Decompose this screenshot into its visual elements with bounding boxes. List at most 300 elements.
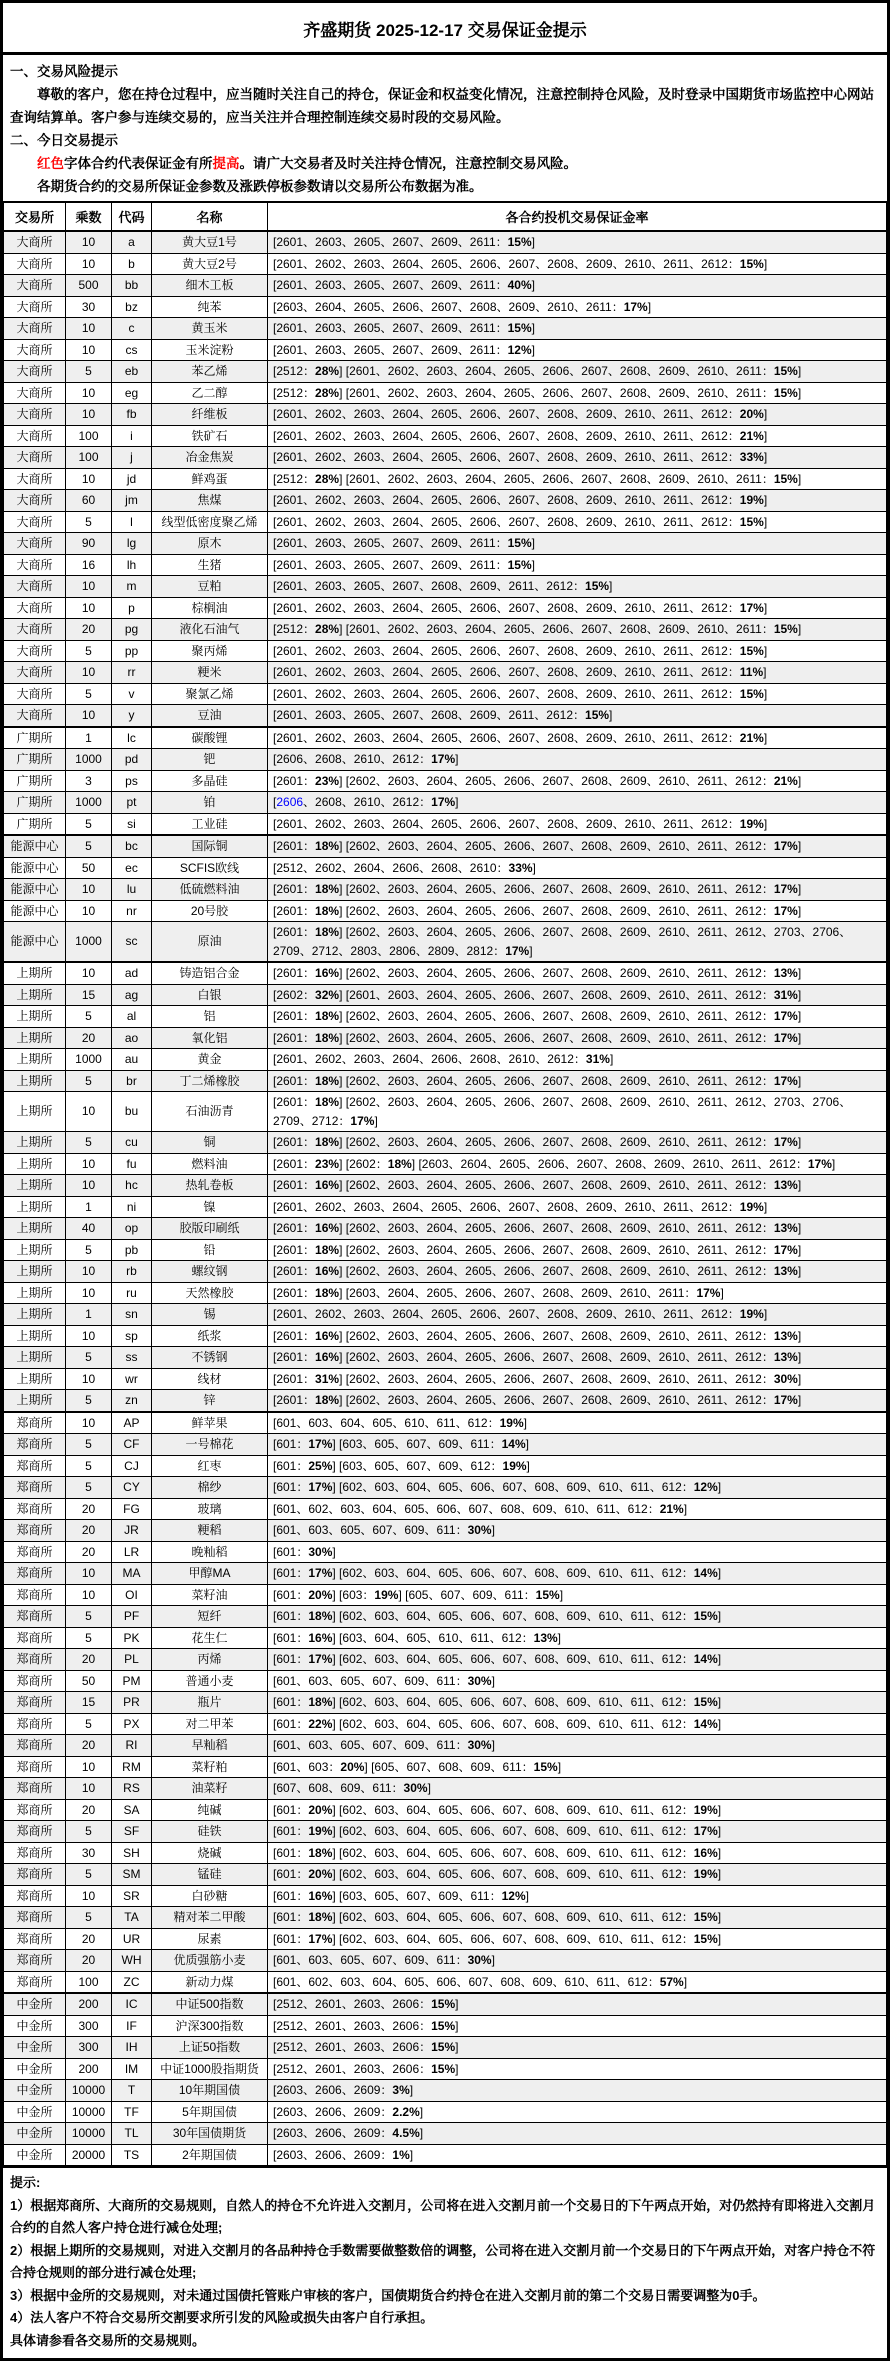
code-cell: ec <box>112 857 152 879</box>
name-cell: 铜 <box>152 1132 268 1154</box>
rate-cell: [601、602、603、604、605、606、607、608、609、610、611、612：21%] <box>268 1498 887 1520</box>
code-cell: y <box>112 705 152 727</box>
name-cell: 豆粕 <box>152 576 268 598</box>
exchange-cell: 上期所 <box>4 1092 66 1132</box>
highlight-red-text: 红色 <box>37 156 64 171</box>
name-cell: 纤维板 <box>152 404 268 426</box>
code-cell: cu <box>112 1132 152 1154</box>
name-cell: 细木工板 <box>152 275 268 297</box>
name-cell: 纯苯 <box>152 296 268 318</box>
multiplier-cell: 50 <box>66 1670 112 1692</box>
multiplier-cell: 10 <box>66 318 112 340</box>
code-cell: CJ <box>112 1455 152 1477</box>
multiplier-cell: 10 <box>66 1175 112 1197</box>
exchange-cell: 大商所 <box>4 619 66 641</box>
exchange-cell: 郑商所 <box>4 1713 66 1735</box>
table-row <box>4 2080 887 2102</box>
rate-cell: [2606、2608、2610、2612：17%] <box>268 792 887 814</box>
code-cell: TL <box>112 2123 152 2145</box>
rate-cell: [601：20%] [602、603、604、605、606、607、608、609、610、611、612：19%] <box>268 1864 887 1886</box>
code-cell: bb <box>112 275 152 297</box>
code-cell: CY <box>112 1477 152 1499</box>
multiplier-cell: 90 <box>66 533 112 555</box>
exchange-cell: 郑商所 <box>4 1692 66 1714</box>
exchange-cell: 郑商所 <box>4 1541 66 1563</box>
table-row <box>4 554 887 576</box>
multiplier-cell: 5 <box>66 361 112 383</box>
table-row <box>4 339 887 361</box>
exchange-cell: 大商所 <box>4 490 66 512</box>
table-row <box>4 2123 887 2145</box>
code-cell: v <box>112 683 152 705</box>
rate-cell: [2603、2606、2609：3%] <box>268 2080 887 2102</box>
table-row <box>4 1477 887 1499</box>
multiplier-cell: 10 <box>66 382 112 404</box>
code-cell: pt <box>112 792 152 814</box>
multiplier-cell: 5 <box>66 1390 112 1412</box>
code-cell: RS <box>112 1778 152 1800</box>
rate-cell: [601：30%] <box>268 1541 887 1563</box>
exchange-cell: 能源中心 <box>4 835 66 857</box>
exchange-cell: 大商所 <box>4 253 66 275</box>
name-cell: 铂 <box>152 792 268 814</box>
code-cell: IH <box>112 2037 152 2059</box>
code-cell: ni <box>112 1196 152 1218</box>
name-cell: 对二甲苯 <box>152 1713 268 1735</box>
multiplier-cell: 5 <box>66 1713 112 1735</box>
code-cell: pb <box>112 1239 152 1261</box>
rate-cell: [2603、2604、2605、2606、2607、2608、2609、2610、2611：17%] <box>268 296 887 318</box>
name-cell: 线型低密度聚乙烯 <box>152 511 268 533</box>
multiplier-cell: 10 <box>66 662 112 684</box>
name-cell: 2年期国债 <box>152 2144 268 2166</box>
column-header-multiplier: 乘数 <box>66 202 112 231</box>
code-cell: fb <box>112 404 152 426</box>
rate-cell: [601：17%] [602、603、604、605、606、607、608、609、610、611、612：14%] <box>268 1649 887 1671</box>
exchange-cell: 大商所 <box>4 640 66 662</box>
name-cell: 国际铜 <box>152 835 268 857</box>
table-row <box>4 984 887 1006</box>
name-cell: 花生仁 <box>152 1627 268 1649</box>
code-cell: au <box>112 1049 152 1071</box>
code-cell: PM <box>112 1670 152 1692</box>
column-header-name: 名称 <box>152 202 268 231</box>
exchange-cell: 大商所 <box>4 339 66 361</box>
name-cell: 燃料油 <box>152 1153 268 1175</box>
code-cell: ad <box>112 962 152 984</box>
exchange-cell: 广期所 <box>4 792 66 814</box>
table-row <box>4 857 887 879</box>
exchange-cell: 郑商所 <box>4 1821 66 1843</box>
table-row <box>4 1132 887 1154</box>
table-row <box>4 404 887 426</box>
exchange-cell: 郑商所 <box>4 1584 66 1606</box>
code-cell: eb <box>112 361 152 383</box>
name-cell: 鲜苹果 <box>152 1412 268 1434</box>
table-row <box>4 962 887 984</box>
table-row <box>4 1778 887 1800</box>
rate-cell: [2601：18%] [2602、2603、2604、2605、2606、2607、2608、2609、2610、2611、2612：17%] <box>268 835 887 857</box>
exchange-cell: 上期所 <box>4 984 66 1006</box>
rate-cell: [601、603、604、605、610、611、612：19%] <box>268 1412 887 1434</box>
name-cell: 尿素 <box>152 1928 268 1950</box>
exchange-cell: 郑商所 <box>4 1563 66 1585</box>
name-cell: 不锈钢 <box>152 1347 268 1369</box>
exchange-cell: 大商所 <box>4 318 66 340</box>
notes-section <box>3 2166 887 2358</box>
code-cell: SA <box>112 1799 152 1821</box>
name-cell: 晚籼稻 <box>152 1541 268 1563</box>
rate-cell: [2512、2601、2603、2606：15%] <box>268 2037 887 2059</box>
table-row <box>4 835 887 857</box>
code-cell: pg <box>112 619 152 641</box>
rate-cell: [2601、2602、2603、2604、2605、2606、2607、2608、2609、2610、2611、2612：33%] <box>268 447 887 469</box>
table-row <box>4 1304 887 1326</box>
code-cell: fu <box>112 1153 152 1175</box>
rate-cell: [2601、2602、2603、2604、2605、2606、2607、2608、2609、2610、2611、2612：15%] <box>268 253 887 275</box>
exchange-cell: 郑商所 <box>4 1842 66 1864</box>
code-cell: PF <box>112 1606 152 1628</box>
column-header-exchange: 交易所 <box>4 202 66 231</box>
multiplier-cell: 10 <box>66 339 112 361</box>
exchange-cell: 上期所 <box>4 1132 66 1154</box>
code-cell: WH <box>112 1950 152 1972</box>
name-cell: 油菜籽 <box>152 1778 268 1800</box>
multiplier-cell: 5 <box>66 683 112 705</box>
note-item: 2）根据上期所的交易规则，对进入交割月的各品种持仓手数需要做整数倍的调整，公司将在进入交割月前一个交易日的下午两点开始，对客户持仓不符合持仓规则的部分进行减仓处理; <box>10 2242 876 2280</box>
rate-cell: [601：17%] [602、603、604、605、606、607、608、609、610、611、612：14%] <box>268 1563 887 1585</box>
code-cell: AP <box>112 1412 152 1434</box>
multiplier-cell: 10 <box>66 1282 112 1304</box>
rate-cell: [601、603、605、607、609、611：30%] <box>268 1520 887 1542</box>
table-row <box>4 1368 887 1390</box>
table-row <box>4 597 887 619</box>
multiplier-cell: 10 <box>66 1153 112 1175</box>
code-cell: a <box>112 231 152 253</box>
table-row <box>4 533 887 555</box>
multiplier-cell: 200 <box>66 1993 112 2015</box>
code-cell: lc <box>112 727 152 749</box>
table-row <box>4 1907 887 1929</box>
rate-cell: [2512、2602、2604、2606、2608、2610：33%] <box>268 857 887 879</box>
rate-cell: [2601、2602、2603、2604、2605、2606、2607、2608、2609、2610、2611、2612：15%] <box>268 511 887 533</box>
multiplier-cell: 5 <box>66 1239 112 1261</box>
margin-table-body <box>4 231 887 2166</box>
table-row <box>4 1218 887 1240</box>
exchange-cell: 大商所 <box>4 361 66 383</box>
exchange-cell: 大商所 <box>4 576 66 598</box>
code-cell: nr <box>112 900 152 922</box>
exchange-cell: 郑商所 <box>4 1735 66 1757</box>
table-row <box>4 1971 887 1993</box>
margin-table <box>3 201 887 2166</box>
multiplier-cell: 10 <box>66 1325 112 1347</box>
code-cell: IM <box>112 2058 152 2080</box>
rate-cell: [2601：16%] [2602、2603、2604、2605、2606、2607、2608、2609、2610、2611、2612：13%] <box>268 1175 887 1197</box>
multiplier-cell: 20 <box>66 1735 112 1757</box>
rate-cell: [601：25%] [603、605、607、609、612：19%] <box>268 1455 887 1477</box>
exchange-cell: 郑商所 <box>4 1627 66 1649</box>
code-cell: MA <box>112 1563 152 1585</box>
rate-cell: [601：20%] [603：19%] [605、607、609、611：15%] <box>268 1584 887 1606</box>
code-cell: FG <box>112 1498 152 1520</box>
multiplier-cell: 1 <box>66 1304 112 1326</box>
name-cell: 聚氯乙烯 <box>152 683 268 705</box>
rate-cell: [2601：18%] [2602、2603、2604、2605、2606、2607、2608、2609、2610、2611、2612、2703、2706、2709、2712、2803、2806、2809、2812：17%] <box>268 922 887 963</box>
name-cell: 低硫燃料油 <box>152 879 268 901</box>
multiplier-cell: 30 <box>66 1842 112 1864</box>
multiplier-cell: 1000 <box>66 1049 112 1071</box>
table-row <box>4 2144 887 2166</box>
note-item: 4）法人客户不符合交易所交割要求所引发的风险或损失由客户自行承担。 <box>10 2310 434 2325</box>
exchange-cell: 大商所 <box>4 447 66 469</box>
name-cell: 10年期国债 <box>152 2080 268 2102</box>
code-cell: rr <box>112 662 152 684</box>
rate-cell: [601：18%] [602、603、604、605、606、607、608、609、610、611、612：15%] <box>268 1606 887 1628</box>
multiplier-cell: 5 <box>66 1070 112 1092</box>
rate-cell: [2601：23%] [2602：18%] [2603、2604、2605、2606、2607、2608、2609、2610、2611、2612：17%] <box>268 1153 887 1175</box>
table-row <box>4 318 887 340</box>
name-cell: 甲醇MA <box>152 1563 268 1585</box>
exchange-cell: 中金所 <box>4 2101 66 2123</box>
multiplier-cell: 5 <box>66 1907 112 1929</box>
name-cell: 沪深300指数 <box>152 2015 268 2037</box>
name-cell: 胶版印刷纸 <box>152 1218 268 1240</box>
name-cell: 纯碱 <box>152 1799 268 1821</box>
table-row <box>4 231 887 253</box>
rate-cell: [2601：16%] [2602、2603、2604、2605、2606、2607、2608、2609、2610、2611、2612：13%] <box>268 1218 887 1240</box>
multiplier-cell: 10 <box>66 404 112 426</box>
exchange-cell: 郑商所 <box>4 1670 66 1692</box>
multiplier-cell: 5 <box>66 1434 112 1456</box>
rate-cell: [601：18%] [602、603、604、605、606、607、608、609、610、611、612：16%] <box>268 1842 887 1864</box>
name-cell: 锰硅 <box>152 1864 268 1886</box>
name-cell: 瓶片 <box>152 1692 268 1714</box>
multiplier-cell: 5 <box>66 835 112 857</box>
name-cell: 锌 <box>152 1390 268 1412</box>
code-cell: wr <box>112 1368 152 1390</box>
rate-cell: [2601：18%] [2602、2603、2604、2605、2606、2607、2608、2609、2610、2611、2612：17%] <box>268 1390 887 1412</box>
exchange-cell: 上期所 <box>4 1006 66 1028</box>
name-cell: 烧碱 <box>152 1842 268 1864</box>
exchange-cell: 上期所 <box>4 1304 66 1326</box>
rate-cell: [601：16%] [603、605、607、609、611：12%] <box>268 1885 887 1907</box>
multiplier-cell: 10 <box>66 1261 112 1283</box>
rate-cell: [2601：31%] [2602、2603、2604、2605、2606、2607、2608、2609、2610、2611、2612：30%] <box>268 1368 887 1390</box>
exchange-cell: 上期所 <box>4 1368 66 1390</box>
code-cell: zn <box>112 1390 152 1412</box>
code-cell: bc <box>112 835 152 857</box>
table-row <box>4 1196 887 1218</box>
rate-cell: [601：17%] [602、603、604、605、606、607、608、609、610、611、612：12%] <box>268 1477 887 1499</box>
exchange-cell: 能源中心 <box>4 922 66 963</box>
code-cell: PR <box>112 1692 152 1714</box>
table-row <box>4 1239 887 1261</box>
code-cell: lu <box>112 879 152 901</box>
table-row <box>4 1412 887 1434</box>
code-cell: lh <box>112 554 152 576</box>
multiplier-cell: 300 <box>66 2037 112 2059</box>
name-cell: 硅铁 <box>152 1821 268 1843</box>
code-cell: sp <box>112 1325 152 1347</box>
exchange-cell: 郑商所 <box>4 1606 66 1628</box>
table-row <box>4 1821 887 1843</box>
rate-cell: [2601：16%] [2602、2603、2604、2605、2606、2607、2608、2609、2610、2611、2612：13%] <box>268 1347 887 1369</box>
table-row <box>4 1541 887 1563</box>
code-cell: TF <box>112 2101 152 2123</box>
code-cell: pd <box>112 749 152 771</box>
rate-cell: [2601：23%] [2602、2603、2604、2605、2606、2607、2608、2609、2610、2611、2612：21%] <box>268 770 887 792</box>
multiplier-cell: 10 <box>66 1584 112 1606</box>
multiplier-cell: 1000 <box>66 749 112 771</box>
rate-cell: [2601、2603、2605、2607、2609、2611：15%] <box>268 533 887 555</box>
table-row <box>4 447 887 469</box>
multiplier-cell: 5 <box>66 1455 112 1477</box>
multiplier-cell: 10 <box>66 597 112 619</box>
rate-cell: [2601、2602、2603、2604、2605、2606、2607、2608、2609、2610、2611、2612：15%] <box>268 683 887 705</box>
name-cell: 铅 <box>152 1239 268 1261</box>
column-header-rate: 各合约投机交易保证金率 <box>268 202 887 231</box>
table-row <box>4 1928 887 1950</box>
code-cell: pp <box>112 640 152 662</box>
rate-cell: [601：19%] [602、603、604、605、606、607、608、609、610、611、612：17%] <box>268 1821 887 1843</box>
multiplier-cell: 1 <box>66 727 112 749</box>
exchange-cell: 广期所 <box>4 770 66 792</box>
multiplier-cell: 10 <box>66 1563 112 1585</box>
multiplier-cell: 5 <box>66 1347 112 1369</box>
multiplier-cell: 10 <box>66 962 112 984</box>
multiplier-cell: 3 <box>66 770 112 792</box>
rate-cell: [2512、2601、2603、2606：15%] <box>268 1993 887 2015</box>
multiplier-cell: 5 <box>66 813 112 835</box>
table-row <box>4 1049 887 1071</box>
name-cell: 粳稻 <box>152 1520 268 1542</box>
name-cell: 黄大豆2号 <box>152 253 268 275</box>
code-cell: j <box>112 447 152 469</box>
table-row <box>4 683 887 705</box>
table-row <box>4 662 887 684</box>
rate-cell: [2601：16%] [2602、2603、2604、2605、2606、2607、2608、2609、2610、2611、2612：13%] <box>268 1325 887 1347</box>
name-cell: 镍 <box>152 1196 268 1218</box>
table-row <box>4 749 887 771</box>
rate-cell: [601、603、605、607、609、611：30%] <box>268 1735 887 1757</box>
blue-contract-month: 2606 <box>276 795 304 809</box>
rate-cell: [2512：28%] [2601、2602、2603、2604、2605、2606、2607、2608、2609、2610、2611：15%] <box>268 619 887 641</box>
name-cell: 工业硅 <box>152 813 268 835</box>
table-row <box>4 1070 887 1092</box>
risk-paragraph: 尊敬的客户，您在持仓过程中，应当随时关注自己的持仓，保证金和权益变化情况，注意控制持仓风险，及时登录中国期货市场监控中心网站查询结算单。客户参与连续交易的，应当关注并合理控制连续交易时段的交易风险。 <box>10 87 874 125</box>
multiplier-cell: 10 <box>66 900 112 922</box>
name-cell: 乙二醇 <box>152 382 268 404</box>
name-cell: 铸造铝合金 <box>152 962 268 984</box>
name-cell: 原木 <box>152 533 268 555</box>
table-row <box>4 705 887 727</box>
table-row <box>4 1756 887 1778</box>
exchange-cell: 能源中心 <box>4 879 66 901</box>
note-item: 1）根据郑商所、大商所的交易规则，自然人的持仓不允许进入交割月，公司将在进入交割月前一个交易日的下午两点开始，对仍然持有即将进入交割月合约的自然人客户持仓进行减仓处理; <box>10 2197 876 2235</box>
rate-cell: [2601、2603、2605、2607、2608、2609、2611、2612：15%] <box>268 576 887 598</box>
code-cell: RI <box>112 1735 152 1757</box>
multiplier-cell: 40 <box>66 1218 112 1240</box>
exchange-cell: 中金所 <box>4 1993 66 2015</box>
name-cell: 聚丙烯 <box>152 640 268 662</box>
table-row <box>4 1735 887 1757</box>
code-cell: JR <box>112 1520 152 1542</box>
multiplier-cell: 5 <box>66 1821 112 1843</box>
code-cell: OI <box>112 1584 152 1606</box>
table-row <box>4 576 887 598</box>
highlight-red-text: 提高 <box>212 156 240 171</box>
code-cell: l <box>112 511 152 533</box>
multiplier-cell: 50 <box>66 857 112 879</box>
column-header-code: 代码 <box>112 202 152 231</box>
table-row <box>4 1325 887 1347</box>
exchange-cell: 郑商所 <box>4 1864 66 1886</box>
rate-cell: [2512：28%] [2601、2602、2603、2604、2605、2606、2607、2608、2609、2610、2611：15%] <box>268 468 887 490</box>
multiplier-cell: 20 <box>66 1520 112 1542</box>
rate-cell: [2601、2602、2603、2604、2605、2606、2607、2608、2609、2610、2611、2612：19%] <box>268 1304 887 1326</box>
name-cell: 丁二烯橡胶 <box>152 1070 268 1092</box>
name-cell: 铝 <box>152 1006 268 1028</box>
rate-cell: [601：17%] [602、603、604、605、606、607、608、609、610、611、612：15%] <box>268 1928 887 1950</box>
rate-cell: [2601、2602、2603、2604、2605、2606、2607、2608、2609、2610、2611、2612：19%] <box>268 1196 887 1218</box>
exchange-cell: 上期所 <box>4 1325 66 1347</box>
name-cell: 玻璃 <box>152 1498 268 1520</box>
table-row <box>4 1006 887 1028</box>
exchange-cell: 上期所 <box>4 1347 66 1369</box>
table-row <box>4 619 887 641</box>
multiplier-cell: 5 <box>66 1864 112 1886</box>
exchange-cell: 广期所 <box>4 749 66 771</box>
exchange-cell: 大商所 <box>4 705 66 727</box>
exchange-cell: 广期所 <box>4 813 66 835</box>
name-cell: 中证1000股指期货 <box>152 2058 268 2080</box>
rate-cell: [2601：18%] [2602、2603、2604、2605、2606、2607、2608、2609、2610、2611、2612：17%] <box>268 1070 887 1092</box>
multiplier-cell: 20 <box>66 1498 112 1520</box>
exchange-cell: 大商所 <box>4 231 66 253</box>
exchange-cell: 郑商所 <box>4 1412 66 1434</box>
rate-cell: [601：22%] [602、603、604、605、606、607、608、609、610、611、612：14%] <box>268 1713 887 1735</box>
multiplier-cell: 200 <box>66 2058 112 2080</box>
code-cell: IF <box>112 2015 152 2037</box>
code-cell: ag <box>112 984 152 1006</box>
table-header-row <box>4 202 887 231</box>
multiplier-cell: 5 <box>66 1627 112 1649</box>
multiplier-cell: 1000 <box>66 792 112 814</box>
table-row <box>4 296 887 318</box>
table-row <box>4 1885 887 1907</box>
exchange-cell: 中金所 <box>4 2080 66 2102</box>
multiplier-cell: 100 <box>66 447 112 469</box>
notes-footer: 具体请参看各交易所的交易规则。 <box>10 2332 206 2348</box>
rate-cell: [2601：18%] [2603、2604、2605、2606、2607、2608、2609、2610、2611：17%] <box>268 1282 887 1304</box>
name-cell: 上证50指数 <box>152 2037 268 2059</box>
rate-cell: [2601：18%] [2602、2603、2604、2605、2606、2607、2608、2609、2610、2611、2612：17%] <box>268 1239 887 1261</box>
multiplier-cell: 20 <box>66 1928 112 1950</box>
table-row <box>4 2058 887 2080</box>
table-row <box>4 1520 887 1542</box>
code-cell: sc <box>112 922 152 963</box>
exchange-cell: 上期所 <box>4 1282 66 1304</box>
name-cell: 原油 <box>152 922 268 963</box>
multiplier-cell: 20 <box>66 1950 112 1972</box>
rate-cell: [2606、2608、2610、2612：17%] <box>268 749 887 771</box>
rate-cell: [2601、2603、2605、2607、2609、2611：12%] <box>268 339 887 361</box>
table-row <box>4 1649 887 1671</box>
exchange-cell: 上期所 <box>4 1390 66 1412</box>
exchange-cell: 郑商所 <box>4 1756 66 1778</box>
rate-cell: [2601、2602、2603、2604、2605、2606、2607、2608、2609、2610、2611、2612：21%] <box>268 727 887 749</box>
